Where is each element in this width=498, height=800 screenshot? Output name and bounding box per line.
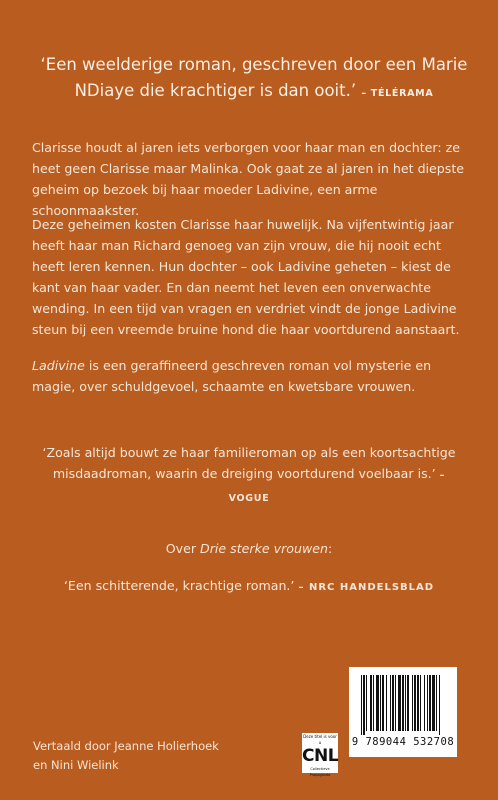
cnl-logo-main: CNL <box>302 746 339 766</box>
barcode-bar <box>420 675 421 731</box>
barcode-bar <box>429 675 431 731</box>
top-quote-text: ‘Een weelderige roman, geschreven door een Marie NDiaye die krachtiger is dan ooit.’ <box>40 55 468 100</box>
barcode-bar <box>382 675 384 731</box>
barcode-bar <box>376 675 379 731</box>
cnl-logo-top: Deze titel is voor u <box>303 734 337 745</box>
barcode-bar <box>398 675 401 731</box>
top-quote-source: – TÉLÉRAMA <box>361 88 434 99</box>
over-previous-book <box>40 541 458 556</box>
book-title-italic: Ladivine <box>32 358 85 373</box>
barcode-bar <box>363 675 365 735</box>
barcode-bar <box>436 675 437 731</box>
blurb-paragraph-2: Deze geheimen kosten Clarisse haar huwelijk. Na vijfentwintig jaar heeft haar man Richard genoeg van zijn vrouw, die hij nooit echt heeft leren kennen. Hun dochter – ook Ladivine geheten – kiest de kant van haar vader. En dan neemt het leven een onverwachte wending. In een tijd van vragen en verdriet vindt de jonge Ladivine steun bij een vreemde bruine hond die haar voortdurend aanstaart. <box>32 217 460 337</box>
barcode-bar <box>412 675 413 731</box>
isbn-digits: 9 789044 532708 <box>351 736 455 748</box>
barcode-bar <box>366 675 367 731</box>
translator-line-2: en Nini Wielink <box>33 758 119 772</box>
blurb-paragraph-3 <box>32 355 468 397</box>
cnl-logo <box>302 733 339 777</box>
translator-credit <box>33 737 219 775</box>
barcode-bar <box>373 675 374 731</box>
isbn-barcode <box>349 667 457 757</box>
top-quote <box>34 52 474 107</box>
barcode-bar <box>392 675 394 731</box>
nrc-quote-text: ‘Een schitterende, krachtige roman.’ <box>63 578 295 593</box>
over-prefix: Over <box>165 541 201 556</box>
barcode-bar <box>424 675 425 731</box>
barcode-bar <box>380 675 381 731</box>
barcode-bar <box>405 675 406 731</box>
blurb-paragraph-1: Clarisse houdt al jaren iets verborgen voor haar man en dochter: ze heet geen Clarisse maar Malinka. Ook gaat ze al jaren in het diepste geheim op bezoek bij haar moeder Ladivine, een arme schoonmaakster. <box>32 140 465 218</box>
blurb-paragraph-3-text: is een geraffineerd geschreven roman vol mysterie en magie, over schuldgevoel, schaamte en kwetsbare vrouwen. <box>32 358 432 394</box>
cnl-logo-bottom: Collectieve Propaganda <box>309 767 331 777</box>
nrc-quote <box>40 578 458 593</box>
barcode-bar <box>402 675 404 731</box>
barcode-bar <box>370 675 372 731</box>
barcode-bar <box>407 675 409 731</box>
barcode-bar <box>432 675 435 731</box>
barcode-bar <box>439 675 440 735</box>
vogue-quote-text: ‘Zoals altijd bouwt ze haar familieroman op als een koortsachtige misdaadroman, waarin de dreiging voortdurend voelbaar is.’ <box>42 445 456 481</box>
barcode-bar <box>390 675 391 731</box>
barcode-bar <box>386 675 387 731</box>
nrc-quote-source: – NRC HANDELSBLAD <box>298 582 435 593</box>
previous-book-title: Drie sterke vrouwen <box>200 541 328 556</box>
barcode-bar <box>395 675 396 731</box>
translator-line-1: Vertaald door Jeanne Holierhoek <box>33 739 219 753</box>
vogue-quote-source: – VOGUE <box>228 470 446 504</box>
barcode-bar <box>417 675 419 731</box>
barcode-bar <box>361 675 362 735</box>
barcode-bars <box>349 667 457 737</box>
barcode-bar <box>414 675 416 731</box>
vogue-quote <box>40 442 458 509</box>
barcode-bar <box>427 675 428 731</box>
over-suffix: : <box>328 541 333 556</box>
